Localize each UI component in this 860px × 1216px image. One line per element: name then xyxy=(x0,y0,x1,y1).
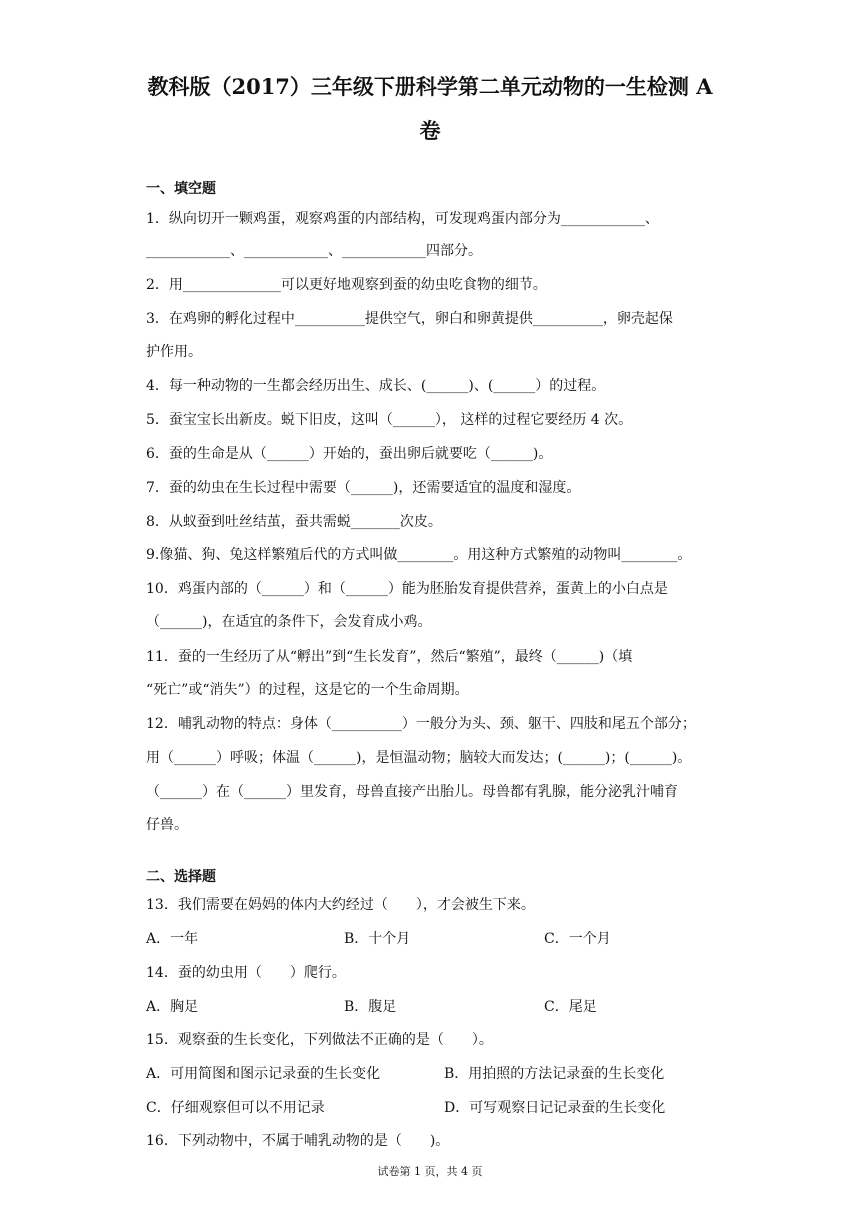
section-heading-fill-in: 一、填空题 xyxy=(146,181,216,197)
question-14: 14．蚕的幼虫用（ ）爬行。 xyxy=(146,965,346,981)
question-15-option-b: B．用拍照的方法记录蚕的生长变化 xyxy=(444,1066,665,1082)
question-14-option-c: C．尾足 xyxy=(544,999,597,1015)
question-12-line-1: 12．哺乳动物的特点：身体（__________）一般分为头、颈、躯干、四肢和尾五个部分； xyxy=(146,716,696,732)
page-footer: 试卷第 1 页，共 4 页 xyxy=(377,1165,483,1178)
question-12-line-3: （______）在（______）里发育，母兽直接产出胎儿。母兽都有乳腺，能分泌乳汁哺育 xyxy=(146,784,678,800)
question-13-option-b: B．十个月 xyxy=(344,931,411,947)
question-3-line-1: 3．在鸡卵的孵化过程中__________提供空气，卵白和卵黄提供__________，卵壳起保 xyxy=(146,311,673,327)
question-7: 7．蚕的幼虫在生长过程中需要（______)，还需要适宜的温度和湿度。 xyxy=(146,480,581,496)
exam-title-line2: 卷 xyxy=(419,118,441,143)
question-2: 2．用______________可以更好地观察到蚕的幼虫吃食物的细节。 xyxy=(146,277,547,293)
question-15-option-d: D．可写观察日记记录蚕的生长变化 xyxy=(444,1100,666,1116)
question-14-option-a: A．胸足 xyxy=(146,999,199,1015)
question-16: 16．下列动物中，不属于哺乳动物的是（ )。 xyxy=(146,1133,450,1149)
question-13: 13．我们需要在妈妈的体内大约经过（ ），才会被生下来。 xyxy=(146,897,535,913)
question-6: 6．蚕的生命是从（______）开始的，蚕出卵后就要吃（______)。 xyxy=(146,446,553,462)
question-10-line-1: 10．鸡蛋内部的（______）和（______）能为胚胎发育提供营养，蛋黄上的小白点是 xyxy=(146,581,668,597)
question-3-line-2: 护作用。 xyxy=(146,344,202,360)
question-11-line-1: 11．蚕的一生经历了从“孵出”到“生长发育”，然后“繁殖”，最终（______)（填 xyxy=(146,649,633,665)
question-1-line-1: 1．纵向切开一颗鸡蛋，观察鸡蛋的内部结构，可发现鸡蛋内部分为____________、 xyxy=(146,211,659,227)
question-11-line-2: “死亡”或“消失”）的过程，这是它的一个生命周期。 xyxy=(146,682,469,698)
question-13-option-c: C．一个月 xyxy=(544,931,611,947)
question-9: 9.像猫、狗、兔这样繁殖后代的方式叫做________。用这种方式繁殖的动物叫________。 xyxy=(146,547,692,563)
question-12-line-2: 用（______）呼吸；体温（______)，是恒温动物；脑较大而发达；(______)；(______)。 xyxy=(146,750,692,766)
question-12-line-4: 仔兽。 xyxy=(146,817,188,833)
question-15-option-c: C．仔细观察但可以不用记录 xyxy=(146,1100,325,1116)
exam-title-line1: 教科版（2017）三年级下册科学第二单元动物的一生检测 A xyxy=(147,74,713,99)
question-15: 15．观察蚕的生长变化，下列做法不正确的是（ ）。 xyxy=(146,1032,493,1048)
question-15-option-a: A．可用简图和图示记录蚕的生长变化 xyxy=(146,1066,381,1082)
question-10-line-2: （______)，在适宜的条件下，会发育成小鸡。 xyxy=(146,614,432,630)
section-heading-multiple-choice: 二、选择题 xyxy=(146,869,216,885)
question-14-option-b: B．腹足 xyxy=(344,999,397,1015)
question-8: 8．从蚁蚕到吐丝结茧，蚕共需蜕_______次皮。 xyxy=(146,514,442,530)
question-13-option-a: A．一年 xyxy=(146,931,199,947)
question-4: 4．每一种动物的一生都会经历出生、成长、(______)、(______）的过程。 xyxy=(146,378,606,394)
question-1-line-2: ____________、____________、____________四部分。 xyxy=(146,243,482,259)
question-5: 5．蚕宝宝长出新皮。蜕下旧皮，这叫（______）， 这样的过程它要经历 4 次。 xyxy=(146,412,633,428)
